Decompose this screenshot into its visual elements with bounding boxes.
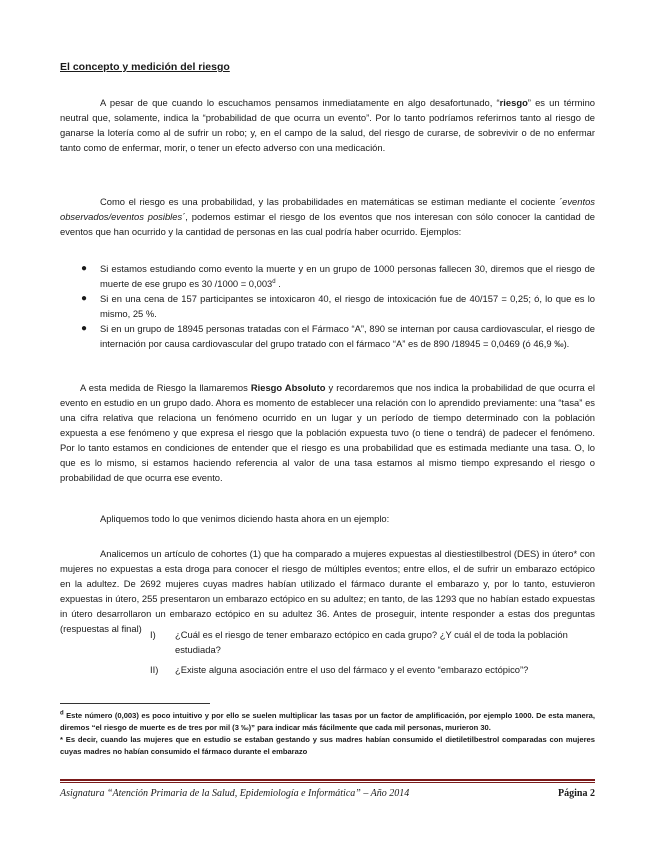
question-number: II) [150, 664, 159, 675]
question-text: ¿Cuál es el riesgo de tener embarazo ectópico en cada grupo? ¿Y cuál el de toda la población estudiada? [175, 629, 568, 655]
footnote-star: * Es decir, cuando las mujeres que en estudio se estaban gestando y sus madres habían consumido el dietiletilbestrol comparadas con mujeres cuyas madres no habían consumido el fármaco durante el embarazo [60, 735, 595, 756]
list-item [150, 662, 595, 677]
p1-text-a: A pesar de que cuando lo escuchamos pensamos inmediatamente en algo desafortunado, “ [100, 97, 500, 108]
p3-text-c: y recordaremos que nos indica la probabilidad de que ocurra el evento en estudio en un grupo dado. Ahora es momento de establecer una relación con lo aprendido previamente: una “tasa” es una cifra relativa que relaciona un fenómeno ocurrido en un lugar y un período de tiempo determinado con la población expuesta a ese fenómeno y que expresa el riesgo que la población expuesta tuvo (o tiene o tendrá) de padecer el fenómeno. Por lo tanto estamos en condiciones de entender que el riesgo es una probabilidad que es estimada mediante una tasa. O, lo que es lo mismo, si estamos haciendo referencia al valor de una tasa estamos al mismo tiempo expresando el riesgo o probabilidad de que ocurra ese evento. [60, 382, 595, 483]
paragraph-cohort-example: Analicemos un artículo de cohortes (1) que ha comparado a mujeres expuestas al diestiestilbestrol (DES) in útero* con mujeres no expuestas a esta droga para conocer el riesgo de múltiples eventos; entre ellos, el de sufrir un embarazo ectópico en la adultez. De 2692 mujeres cuyas madres habían utilizado el fármaco durante el embarazo y, por lo tanto, estuvieron expuestas in útero, 255 presentaron un embarazo ectópico en su adultez; en tanto, de las 1293 que no habían estado expuestas in útero desarrollaron un embarazo ectópico en su adultez 36. Antes de proseguir, intente responder a estas dos preguntas (respuestas al final) [60, 548, 595, 634]
questions-list [150, 627, 595, 677]
footnote-separator [60, 703, 210, 704]
bullet-text: Si estamos estudiando como evento la muerte y en un grupo de 1000 personas fallecen 30, diremos que el riesgo de muerte de ese grupo es 30 /1000 = 0,003 [100, 263, 595, 289]
bullet-icon: ● [81, 293, 88, 304]
list-item [150, 627, 595, 657]
list-item [60, 261, 595, 291]
p1-text-c: ” es un término neutral que, solamente, indica la “probabilidad de que ocurra un evento”. Por lo tanto podríamos referirnos tanto al riesgo de ganarse la lotería como al de sufrir un robo; y, en el campo de la salud, del riesgo de curarse, de sobrevivir o de no enfermar tanto como de enfermar, morir, o tener un efecto adverso con una medicación. [60, 97, 595, 153]
paragraph-apply: Apliquemos todo lo que venimos diciendo hasta ahora en un ejemplo: [100, 513, 390, 524]
section-title: El concepto y medición del riesgo [60, 61, 230, 73]
list-item [60, 321, 595, 351]
question-number: I) [150, 629, 156, 640]
question-text: ¿Existe alguna asociación entre el uso del fármaco y el evento “embarazo ectópico”? [175, 664, 529, 675]
footnote-d [60, 710, 595, 734]
footer-rule [60, 779, 595, 781]
footer-course: Asignatura “Atención Primaria de la Salud, Epidemiología e Informática” – Año 2014 [60, 788, 410, 799]
p2-text-c: , podemos estimar el riesgo de los eventos que nos interesan con sólo conocer la cantidad de eventos que han ocurrido y la cantidad de personas en las cual podría haber ocurrido. Ejemplos: [60, 211, 595, 237]
bullet-icon: ● [81, 263, 88, 274]
p3-text-a: A esta medida de Riesgo la llamaremos [80, 382, 251, 393]
bullet-text: Si en un grupo de 18945 personas tratadas con el Fármaco “A”, 890 se internan por causa cardiovascular, el riesgo de internación por causa cardiovascular del grupo tratado con el fármaco “A” es de 890 /18945 = 0,0469 (ó 46,9 ‰). [100, 323, 595, 349]
footnote-ref: d [272, 278, 276, 285]
list-item [60, 291, 595, 321]
examples-list [60, 261, 595, 351]
bullet-text: Si en una cena de 157 participantes se intoxicaron 40, el riesgo de intoxicación fue de 40/157 = 0,25; ó, lo que es lo mismo, 25 %. [100, 293, 595, 319]
page-number: Página 2 [558, 788, 595, 799]
footnotes [60, 710, 595, 758]
paragraph-intro [60, 95, 595, 155]
p1-term-riesgo: riesgo [499, 97, 528, 108]
paragraph-probability [60, 194, 595, 239]
p2-quotient: ´eventos observados/eventos posibles´ [60, 196, 595, 222]
p2-text-a: Como el riesgo es una probabilidad, y las probabilidades en matemáticas se estiman mediante el cociente [100, 196, 560, 207]
footnote-d-mark: d [60, 710, 64, 717]
footnote-d-text: Este número (0,003) es poco intuitivo y por ello se suelen multiplicar las tasas por un factor de amplificación, por ejemplo 1000. De esta manera, diremos “el riesgo de muerte es de tres por mil (3 ‰)” para indicar más fácilmente que cada mil personas, murieron 30. [60, 711, 595, 732]
p3-term-absolute-risk: Riesgo Absoluto [250, 382, 326, 393]
footer-rule-thin [60, 782, 595, 783]
bullet-suffix: . [275, 278, 281, 289]
paragraph-absolute-risk [60, 380, 595, 485]
bullet-icon: ● [81, 323, 88, 334]
page-footer [60, 786, 595, 801]
